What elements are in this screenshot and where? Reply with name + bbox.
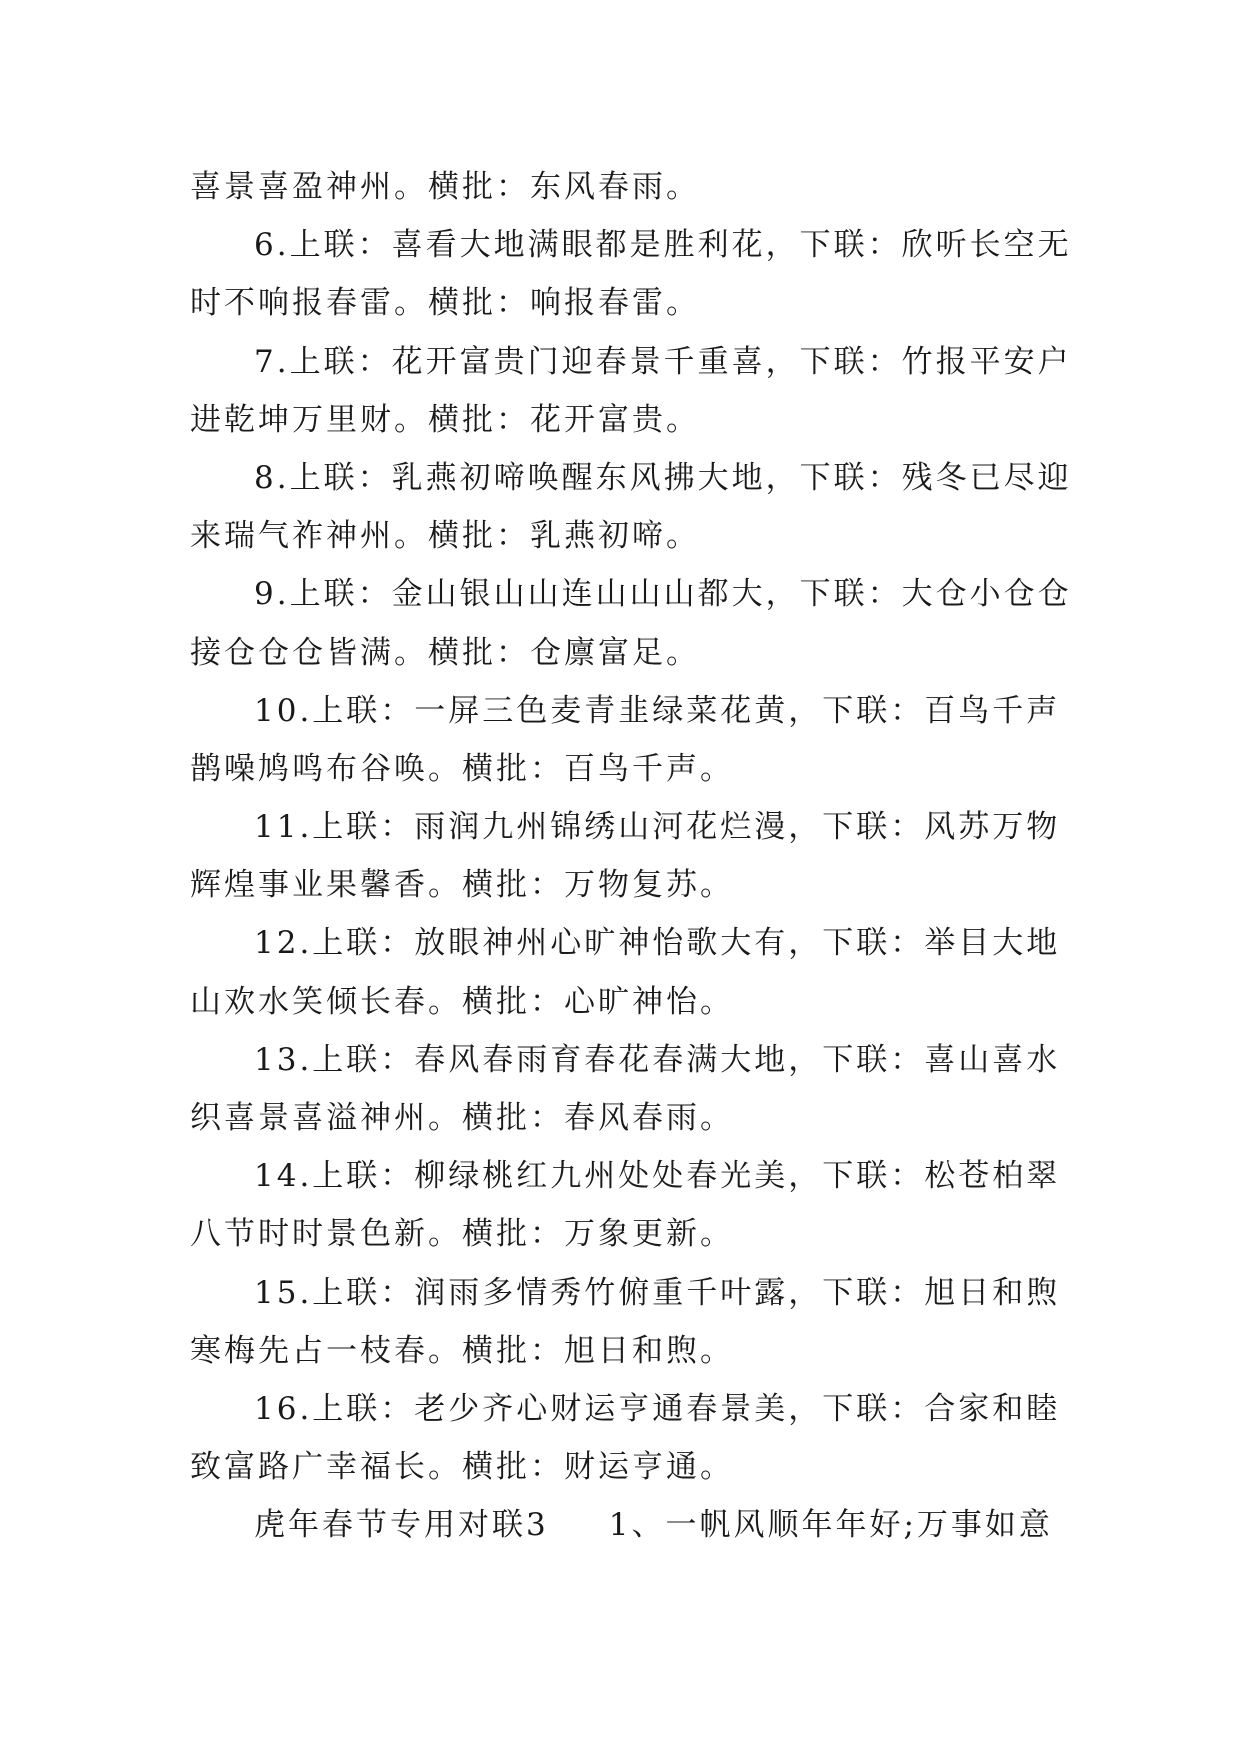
section-line <box>190 1496 1060 1554</box>
text-line: 7.上联：花开富贵门迎春景千重喜，下联：竹报平安户 <box>254 343 1072 380</box>
text-line: 9.上联：金山银山山连山山山都大，下联：大仓小仓仓 <box>254 576 1072 613</box>
document-body <box>190 158 1072 1555</box>
text-line: 鹊噪鸠鸣布谷唤。横批：百鸟千声。 <box>190 750 734 787</box>
text-line: 6.上联：喜看大地满眼都是胜利花，下联：欣听长空无 <box>254 227 1072 264</box>
text-line: 寒梅先占一枝春。横批：旭日和煦。 <box>190 1332 734 1369</box>
text-line: 时不响报春雷。横批：响报春雷。 <box>190 285 700 322</box>
text-line: 辉煌事业果馨香。横批：万物复苏。 <box>190 867 734 904</box>
text-line: 14.上联：柳绿桃红九州处处春光美，下联：松苍柏翠 <box>254 1158 1061 1195</box>
text-line: 接仓仓仓皆满。横批：仓廪富足。 <box>190 634 700 671</box>
text-line: 八节时时景色新。横批：万象更新。 <box>190 1216 734 1253</box>
text-line: 致富路广幸福长。横批：财运亨通。 <box>190 1449 734 1486</box>
text-line: 16.上联：老少齐心财运亨通春景美，下联：合家和睦 <box>254 1390 1061 1427</box>
text-line: 12.上联：放眼神州心旷神怡歌大有，下联：举目大地 <box>254 925 1061 962</box>
text-line: 来瑞气祚神州。横批：乳燕初啼。 <box>190 518 700 555</box>
section-heading: 虎年春节专用对联3 <box>254 1507 549 1544</box>
text-line: 10.上联：一屏三色麦青韭绿菜花黄，下联：百鸟千声 <box>254 692 1061 729</box>
text-line: 11.上联：雨润九州锦绣山河花烂漫，下联：风苏万物 <box>254 809 1061 846</box>
text-line: 15.上联：润雨多情秀竹俯重千叶露，下联：旭日和煦 <box>254 1274 1061 1311</box>
text-line: 山欢水笑倾长春。横批：心旷神怡。 <box>190 983 734 1020</box>
text-line: 喜景喜盈神州。横批：东风春雨。 <box>190 169 700 205</box>
text-line: 8.上联：乳燕初啼唤醒东风拂大地，下联：残冬已尽迎 <box>254 459 1072 496</box>
couplet-start: 1、一帆风顺年年好;万事如意 <box>608 1507 1053 1544</box>
text-line: 织喜景喜溢神州。横批：春风春雨。 <box>190 1100 734 1136</box>
text-line: 13.上联：春风春雨育春花春满大地，下联：喜山喜水 <box>254 1041 1061 1078</box>
text-line: 进乾坤万里财。横批：花开富贵。 <box>190 401 700 438</box>
